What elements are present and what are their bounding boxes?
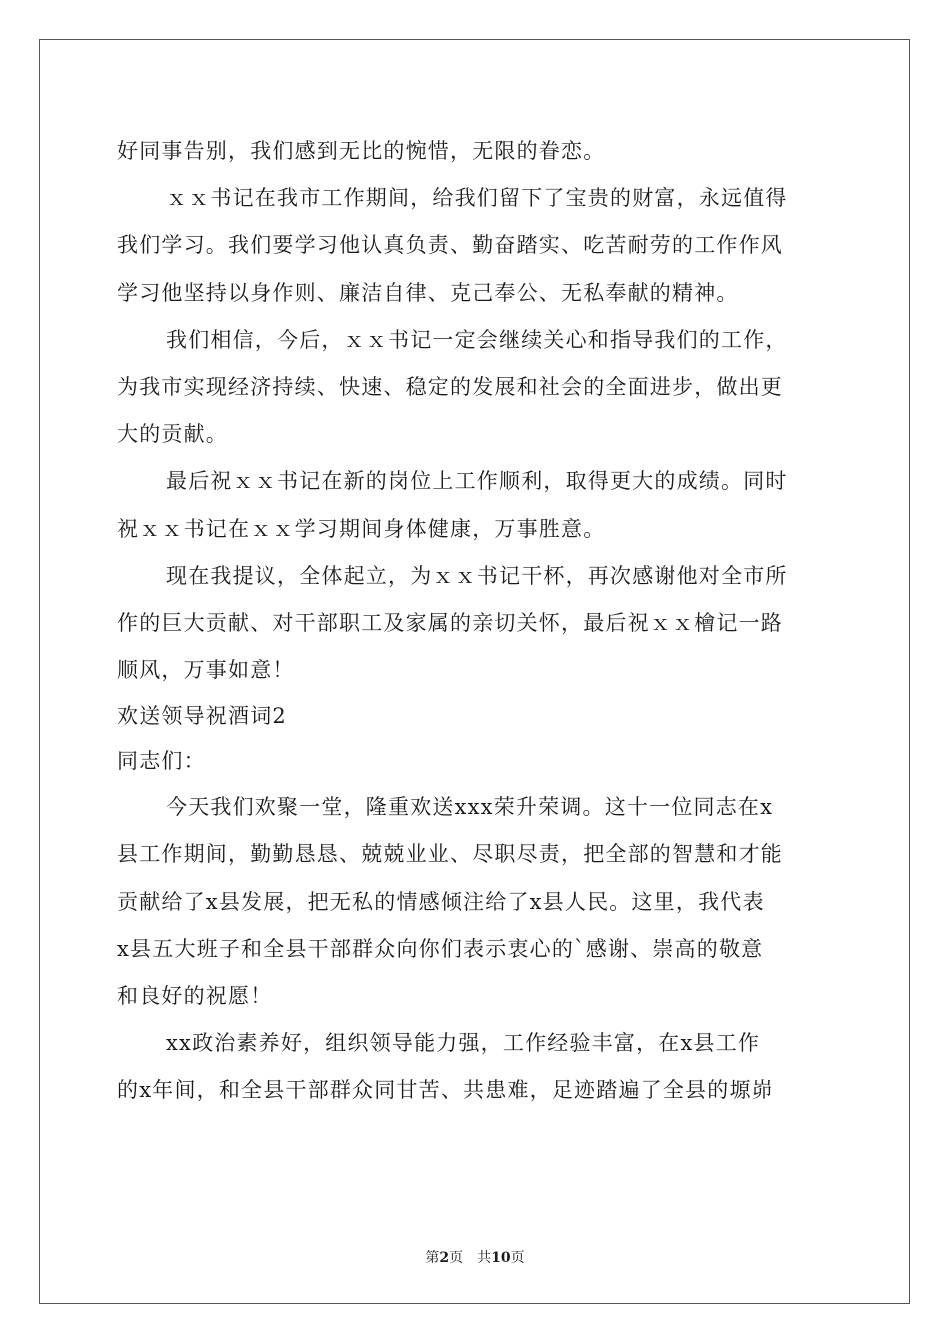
text-line: 和良好的祝愿！ <box>117 984 273 1008</box>
text-line: 的x年间，和全县干部群众同甘苦、共患难，足迹踏遍了全县的塬峁 <box>117 1078 774 1103</box>
paragraph-start: 我们相信，今后，ｘｘ书记一定会继续关心和指导我们的工作， <box>166 327 788 352</box>
footer-page-word: 页 <box>449 1250 464 1266</box>
paragraph-start: 现在我提议，全体起立，为ｘｘ书记干杯，再次感谢他对全市所 <box>166 563 788 588</box>
paragraph-start: xx政治素养好，组织领导能力强，工作经验丰富，在x县工作 <box>166 1031 761 1056</box>
page-footer <box>0 1247 950 1267</box>
text-line: 祝ｘｘ书记在ｘｘ学习期间身体健康，万事胜意。 <box>117 516 606 541</box>
text-line: 贡献给了x县发展，把无私的情感倾注给了x县人民。这里，我代表 <box>117 889 765 914</box>
footer-total-suffix: 页 <box>510 1250 525 1266</box>
footer-total-prefix: 共 <box>477 1250 492 1266</box>
text-line: 为我市实现经济持续、快速、稳定的发展和社会的全面进步，做出更 <box>117 374 783 399</box>
footer-prefix: 第 <box>425 1250 440 1266</box>
paragraph-start: 今天我们欢聚一堂，隆重欢送xxx荣升荣调。这十一位同志在x <box>166 795 774 820</box>
paragraph-start: 最后祝ｘｘ书记在新的岗位上工作顺利，取得更大的成绩。同时 <box>166 469 788 494</box>
text-line: 作的巨大贡献、对干部职工及家属的亲切关怀，最后祝ｘｘ檜记一路 <box>117 610 783 635</box>
text-line: 大的贡献。 <box>117 422 228 447</box>
current-page-number: 2 <box>439 1250 450 1266</box>
text-line: 我们学习。我们要学习他认真负责、勤奋踏实、吃苦耐劳的工作作风 <box>117 233 783 258</box>
salutation: 同志们： <box>117 749 206 774</box>
text-line: 顺风，万事如意！ <box>117 658 295 683</box>
section-title: 欢送领导祝酒词2 <box>117 704 287 729</box>
total-pages-number: 10 <box>491 1250 511 1266</box>
document-body <box>117 128 833 1115</box>
paragraph-start: ｘｘ书记在我市工作期间，给我们留下了宝贵的财富，永远值得 <box>166 186 788 211</box>
text-line: 好同事告别，我们感到无比的惋惜，无限的眷恋。 <box>117 139 606 163</box>
text-line: 学习他坚持以身作则、廉洁自律、克己奉公、无私奉献的精神。 <box>117 280 739 305</box>
text-line: x县五大班子和全县干部群众向你们表示衷心的`感谢、崇高的敬意 <box>117 936 764 961</box>
text-line: 县工作期间，勤勤恳恳、兢兢业业、尽职尽责，把全部的智慧和才能 <box>117 842 783 867</box>
